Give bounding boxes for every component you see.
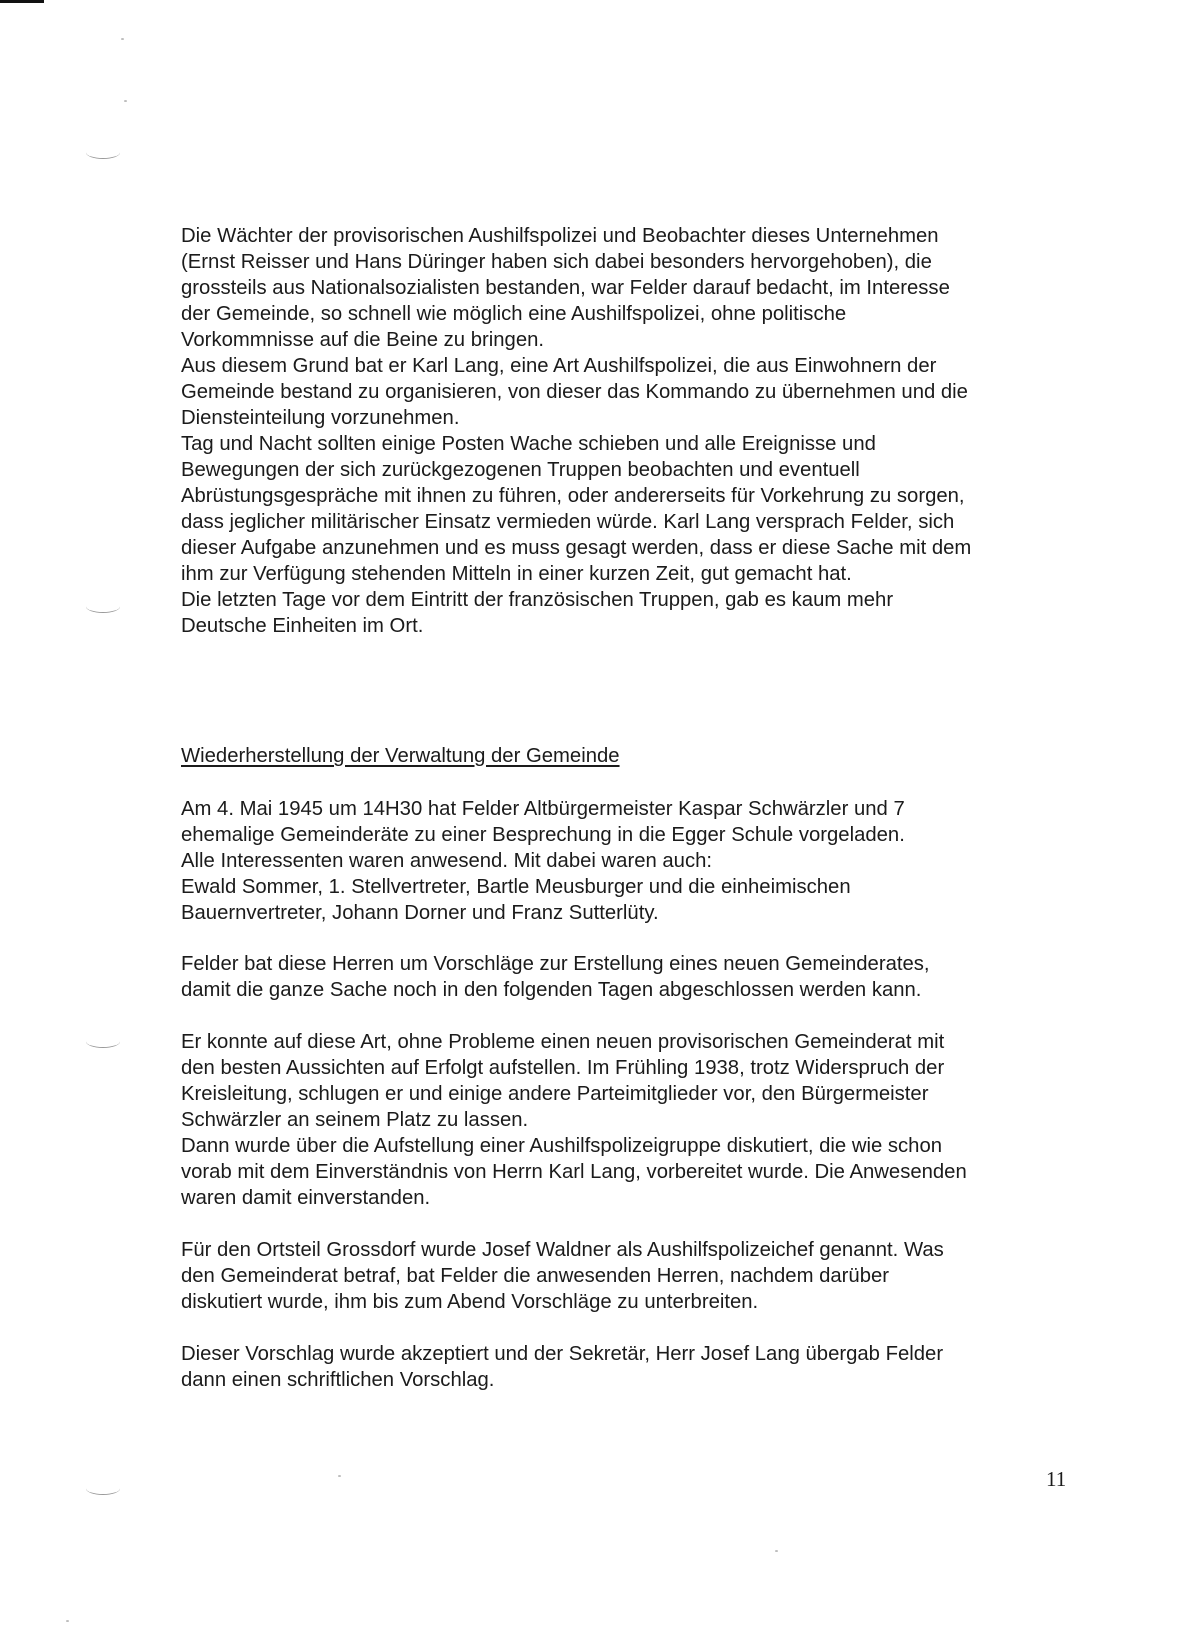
text-line: damit die ganze Sache noch in den folgenden Tagen abgeschlossen werden kann.: [181, 979, 922, 1001]
scan-speck: [66, 1620, 69, 1622]
paragraph-2: [181, 796, 1081, 926]
text-line: Diensteinteilung vorzunehmen.: [181, 407, 460, 429]
text-line: Felder bat diese Herren um Vorschläge zur Erstellung eines neuen Gemeinderates,: [181, 953, 930, 975]
scan-speck: [124, 100, 127, 102]
text-line: Er konnte auf diese Art, ohne Probleme einen neuen provisorischen Gemeinderat mit: [181, 1031, 945, 1053]
paragraph-5: [181, 1237, 1081, 1315]
text-line: waren damit einverstanden.: [181, 1187, 431, 1209]
text-line: grossteils aus Nationalsozialisten bestanden, war Felder darauf bedacht, im Interesse: [181, 277, 950, 299]
text-line: Gemeinde bestand zu organisieren, von dieser das Kommando zu übernehmen und die: [181, 381, 968, 403]
text-line: Kreisleitung, schlugen er und einige andere Parteimitglieder vor, den Bürgermeister: [181, 1083, 929, 1105]
text-line: Die letzten Tage vor dem Eintritt der französischen Truppen, gab es kaum mehr: [181, 589, 894, 611]
scan-speck: [121, 38, 124, 40]
text-line: Am 4. Mai 1945 um 14H30 hat Felder Altbürgermeister Kaspar Schwärzler und 7: [181, 798, 905, 820]
text-line: Deutsche Einheiten im Ort.: [181, 615, 424, 637]
section-heading: Wiederherstellung der Verwaltung der Gemeinde: [181, 745, 620, 767]
text-line: dass jeglicher militärischer Einsatz vermieden würde. Karl Lang versprach Felder, sich: [181, 511, 955, 533]
paragraph-4: [181, 1029, 1081, 1211]
text-line: ehemalige Gemeinderäte zu einer Besprechung in die Egger Schule vorgeladen.: [181, 824, 905, 846]
text-line: Tag und Nacht sollten einige Posten Wache schieben und alle Ereignisse und: [181, 433, 876, 455]
text-line: dieser Aufgabe anzunehmen und es muss gesagt werden, dass er diese Sache mit dem: [181, 537, 972, 559]
paragraph-6: [181, 1341, 1081, 1393]
text-line: Dann wurde über die Aufstellung einer Aushilfspolizeigruppe diskutiert, die wie schon: [181, 1135, 943, 1157]
text-line: Aus diesem Grund bat er Karl Lang, eine Art Aushilfspolizei, die aus Einwohnern der: [181, 355, 937, 377]
text-line: der Gemeinde, so schnell wie möglich eine Aushilfspolizei, ohne politische: [181, 303, 847, 325]
text-line: (Ernst Reisser und Hans Düringer haben sich dabei besonders hervorgehoben), die: [181, 251, 932, 273]
text-line: vorab mit dem Einverständnis von Herrn Karl Lang, vorbereitet wurde. Die Anwesenden: [181, 1161, 967, 1183]
text-line: Abrüstungsgespräche mit ihnen zu führen, oder andererseits für Vorkehrung zu sorgen,: [181, 485, 965, 507]
text-line: diskutiert wurde, ihm bis zum Abend Vorschläge zu unterbreiten.: [181, 1291, 759, 1313]
paragraph-1: [181, 223, 1081, 639]
scan-speck: [775, 1550, 778, 1552]
text-line: Alle Interessenten waren anwesend. Mit dabei waren auch:: [181, 850, 713, 872]
paragraph-3: [181, 951, 1081, 1003]
punch-hole-mark: [86, 1482, 120, 1495]
text-line: den Gemeinderat betraf, bat Felder die anwesenden Herren, nachdem darüber: [181, 1265, 890, 1287]
punch-hole-mark: [86, 146, 120, 159]
text-line: Bauernvertreter, Johann Dorner und Franz Sutterlüty.: [181, 902, 659, 924]
text-line: Dieser Vorschlag wurde akzeptiert und der Sekretär, Herr Josef Lang übergab Felder: [181, 1343, 944, 1365]
scan-speck: [338, 1475, 341, 1477]
text-line: dann einen schriftlichen Vorschlag.: [181, 1369, 495, 1391]
text-line: den besten Aussichten auf Erfolgt aufstellen. Im Frühling 1938, trotz Widerspruch der: [181, 1057, 945, 1079]
text-line: Vorkommnisse auf die Beine zu bringen.: [181, 329, 545, 351]
text-line: Schwärzler an seinem Platz zu lassen.: [181, 1109, 529, 1131]
text-line: Bewegungen der sich zurückgezogenen Truppen beobachten und eventuell: [181, 459, 860, 481]
scan-corner-mark: [0, 0, 44, 3]
punch-hole-mark: [86, 600, 120, 613]
page-number: 11: [1046, 1467, 1067, 1491]
text-line: Ewald Sommer, 1. Stellvertreter, Bartle Meusburger und die einheimischen: [181, 876, 851, 898]
text-line: Die Wächter der provisorischen Aushilfspolizei und Beobachter dieses Unternehmen: [181, 225, 939, 247]
text-line: Für den Ortsteil Grossdorf wurde Josef Waldner als Aushilfspolizeichef genannt. Was: [181, 1239, 944, 1261]
punch-hole-mark: [86, 1035, 120, 1048]
text-line: ihm zur Verfügung stehenden Mitteln in einer kurzen Zeit, gut gemacht hat.: [181, 563, 852, 585]
